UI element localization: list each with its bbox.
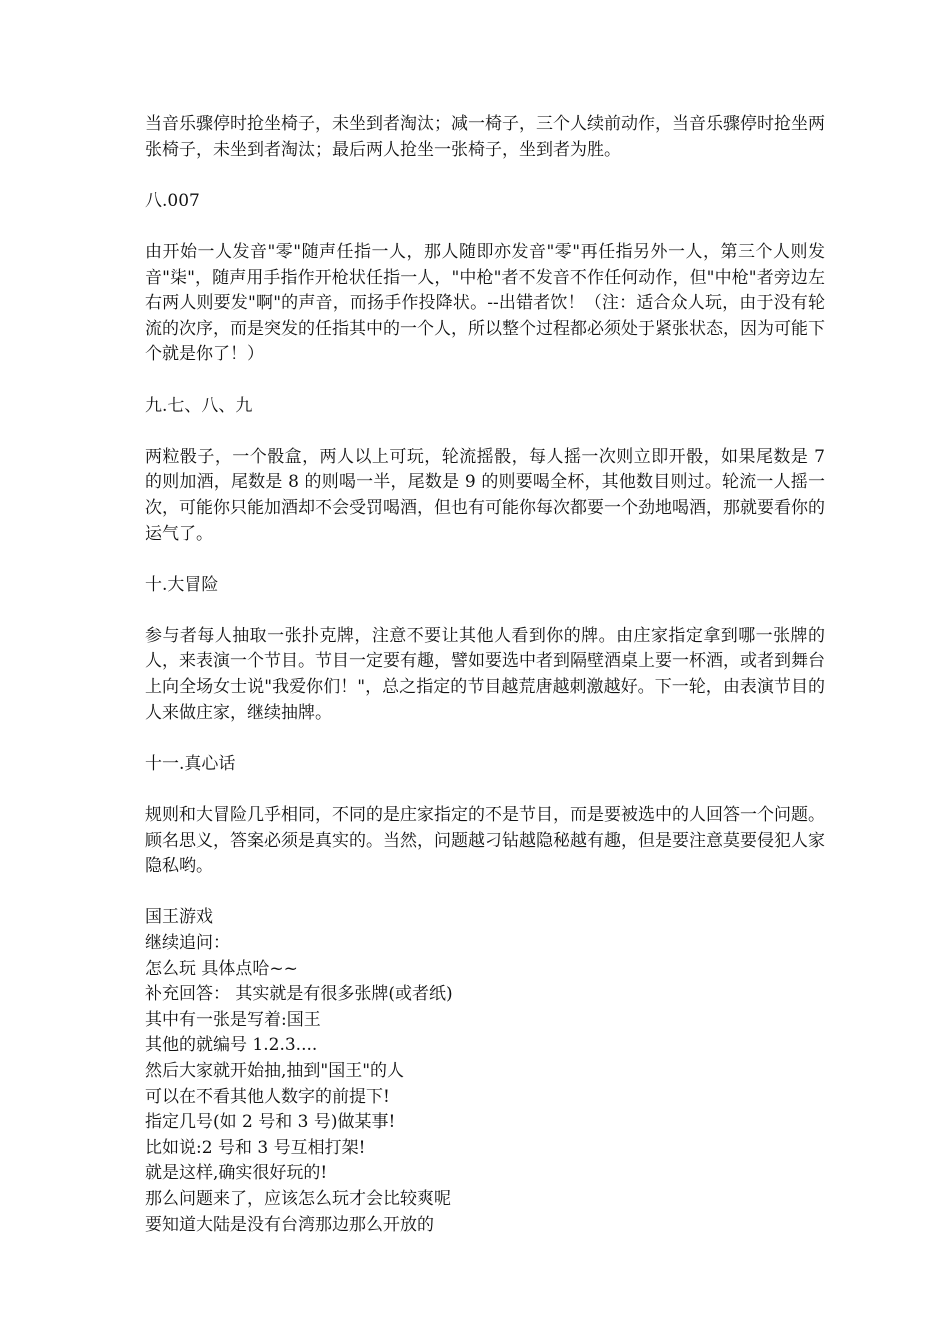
- section-heading-truth: 十一.真心话: [145, 753, 236, 774]
- section-body-789: 两粒骰子，一个骰盒，两人以上可玩，轮流摇骰，每人摇一次则立即开骰，如果尾数是 7 的则加酒，尾数是 8 的则喝一半，尾数是 9 的则要喝全杯，其他数目则过。轮流一人摇一次，可能你只能加酒却不会受罚喝酒，但也有可能你每次都要一个劲地喝酒，那就要看你的运气了。: [145, 446, 825, 544]
- qa-line: 然后大家就开始抽,抽到"国王"的人: [145, 1060, 405, 1081]
- qa-line: 指定几号(如 2 号和 3 号)做某事!: [145, 1112, 396, 1133]
- king-game-qa: [145, 905, 825, 1238]
- qa-line: 其中有一张是写着:国王: [145, 1009, 321, 1030]
- qa-line: 国王游戏: [145, 907, 213, 928]
- qa-line: 那么问题来了，应该怎么玩才会比较爽呢: [145, 1188, 451, 1209]
- qa-line: 可以在不看其他人数字的前提下!: [145, 1086, 390, 1107]
- qa-line: 补充回答： 其实就是有很多张牌(或者纸): [145, 984, 453, 1005]
- intro-paragraph: 当音乐骤停时抢坐椅子，未坐到者淘汰；减一椅子，三个人续前动作，当音乐骤停时抢坐两张椅子，未坐到者淘汰；最后两人抢坐一张椅子，坐到者为胜。: [145, 114, 825, 160]
- qa-line: 比如说:2 号和 3 号互相打架!: [145, 1137, 366, 1158]
- section-body-dare: 参与者每人抽取一张扑克牌，注意不要让其他人看到你的牌。由庄家指定拿到哪一张牌的人，来表演一个节目。节目一定要有趣，譬如要选中者到隔壁酒桌上要一杯酒，或者到舞台上向全场女士说"我爱你们！"，总之指定的节目越荒唐越刺激越好。下一轮，由表演节目的人来做庄家，继续抽牌。: [145, 625, 825, 723]
- qa-line: 其他的就编号 1.2.3....: [145, 1035, 318, 1056]
- qa-line: 要知道大陆是没有台湾那边那么开放的: [145, 1214, 434, 1235]
- qa-line: 就是这样,确实很好玩的!: [145, 1163, 328, 1184]
- document-page: [145, 112, 842, 1238]
- section-heading-007: 八.007: [145, 190, 200, 211]
- qa-line: 继续追问：: [145, 933, 230, 953]
- section-body-truth: 规则和大冒险几乎相同，不同的是庄家指定的不是节目，而是要被选中的人回答一个问题。顾名思义，答案必须是真实的。当然，问题越刁钻越隐秘越有趣，但是要注意莫要侵犯人家隐私哟。: [145, 805, 825, 877]
- section-heading-789: 九.七、八、九: [145, 395, 253, 416]
- section-heading-dare: 十.大冒险: [145, 574, 219, 595]
- section-body-007: 由开始一人发音"零"随声任指一人，那人随即亦发音"零"再任指另外一人，第三个人则发 音"柒"，随声用手指作开枪状任指一人，"中枪"者不发音不作任何动作，但"中枪"者旁边左右两人则要发"啊"的声音，而扬手作投降状。--出错者饮！（注：适合众人玩，由于没有轮流的次序，而是突发的任指其中的一个人，所以整个过程都必须处于紧张状态，因为可能下个就是你了！）: [145, 241, 842, 365]
- qa-line: 怎么玩 具体点哈~~: [145, 958, 298, 979]
